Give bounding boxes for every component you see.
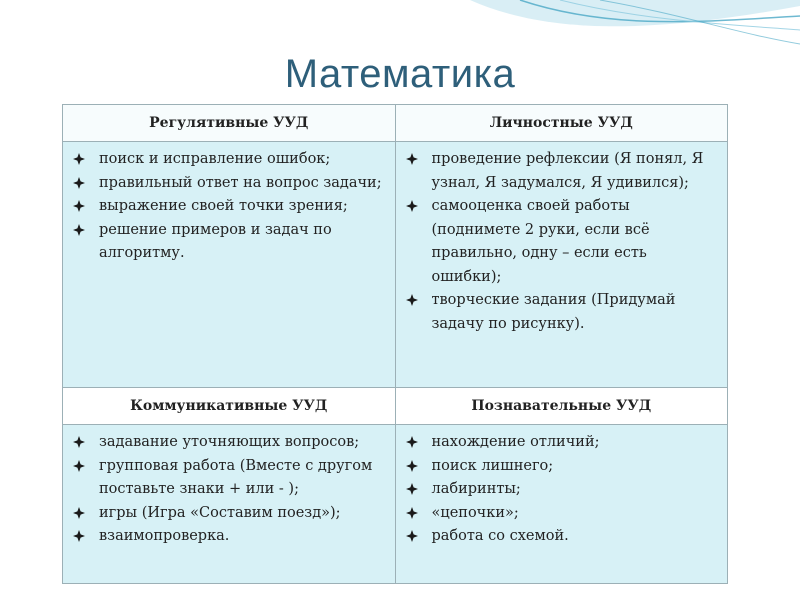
- diamond-bullet-icon: [406, 294, 418, 306]
- cognitive-header: Познавательные УУД: [395, 388, 728, 425]
- communicative-header: Коммуникативные УУД: [63, 388, 396, 425]
- list-item: [402, 148, 722, 195]
- list-item: [69, 431, 389, 455]
- list-item: [402, 525, 722, 549]
- list-item-text: творческие задания (Придумай задачу по рисунку).: [431, 292, 676, 332]
- diamond-bullet-icon: [73, 177, 85, 189]
- list-item: [69, 525, 389, 549]
- list-item-text: задавание уточняющих вопросов;: [99, 434, 360, 451]
- list-item-text: проведение рефлексии (Я понял, Я узнал, Я задумался, Я удивился);: [431, 151, 704, 191]
- list-item: [69, 195, 389, 219]
- list-item: [69, 455, 389, 502]
- list-item-text: поиск лишнего;: [431, 457, 554, 474]
- list-item: [402, 478, 722, 502]
- diamond-bullet-icon: [406, 153, 418, 165]
- communicative-cell: [63, 425, 396, 584]
- page-title: Математика: [284, 52, 516, 96]
- list-item-text: «цепочки»;: [431, 504, 519, 521]
- communicative-list: [63, 425, 395, 553]
- list-item: [402, 455, 722, 479]
- diamond-bullet-icon: [406, 460, 418, 472]
- list-item-text: выражение своей точки зрения;: [99, 198, 348, 214]
- list-item: [402, 431, 722, 455]
- personal-header: Личностные УУД: [395, 105, 728, 142]
- uud-table: [62, 104, 728, 584]
- diamond-bullet-icon: [406, 507, 418, 519]
- list-item-text: игры (Игра «Составим поезд»);: [99, 504, 341, 521]
- diamond-bullet-icon: [73, 153, 85, 165]
- diamond-bullet-icon: [406, 436, 418, 448]
- list-item: [402, 502, 722, 526]
- cognitive-list: [396, 425, 728, 553]
- diamond-bullet-icon: [73, 530, 85, 542]
- list-item-text: работа со схемой.: [431, 528, 569, 545]
- list-item: [69, 148, 389, 172]
- personal-list: [396, 142, 728, 340]
- personal-cell: [395, 142, 728, 388]
- diamond-bullet-icon: [406, 483, 418, 495]
- regulative-list: [63, 142, 395, 270]
- cognitive-cell: [395, 425, 728, 584]
- list-item: [402, 195, 722, 289]
- diamond-bullet-icon: [406, 530, 418, 542]
- list-item-text: правильный ответ на вопрос задачи;: [99, 174, 382, 191]
- diamond-bullet-icon: [406, 200, 418, 212]
- list-item: [69, 172, 389, 196]
- list-item-text: решение примеров и задач по алгоритму.: [99, 221, 332, 261]
- list-item: [69, 502, 389, 526]
- list-item-text: лабиринты;: [431, 481, 521, 498]
- diamond-bullet-icon: [73, 507, 85, 519]
- list-item: [402, 289, 722, 336]
- list-item: [69, 219, 389, 266]
- diamond-bullet-icon: [73, 224, 85, 236]
- diamond-bullet-icon: [73, 200, 85, 212]
- list-item-text: взаимопроверка.: [99, 528, 230, 545]
- list-item-text: самооценка своей работы (поднимете 2 руки, если всё правильно, одну – если есть ошибки);: [431, 198, 650, 285]
- diamond-bullet-icon: [73, 436, 85, 448]
- list-item-text: нахождение отличий;: [431, 434, 600, 451]
- regulative-header: Регулятивные УУД: [63, 105, 396, 142]
- list-item-text: групповая работа (Вместе с другом поставьте знаки + или - );: [99, 457, 373, 498]
- regulative-cell: [63, 142, 396, 388]
- diamond-bullet-icon: [73, 460, 85, 472]
- list-item-text: поиск и исправление ошибок;: [99, 151, 331, 167]
